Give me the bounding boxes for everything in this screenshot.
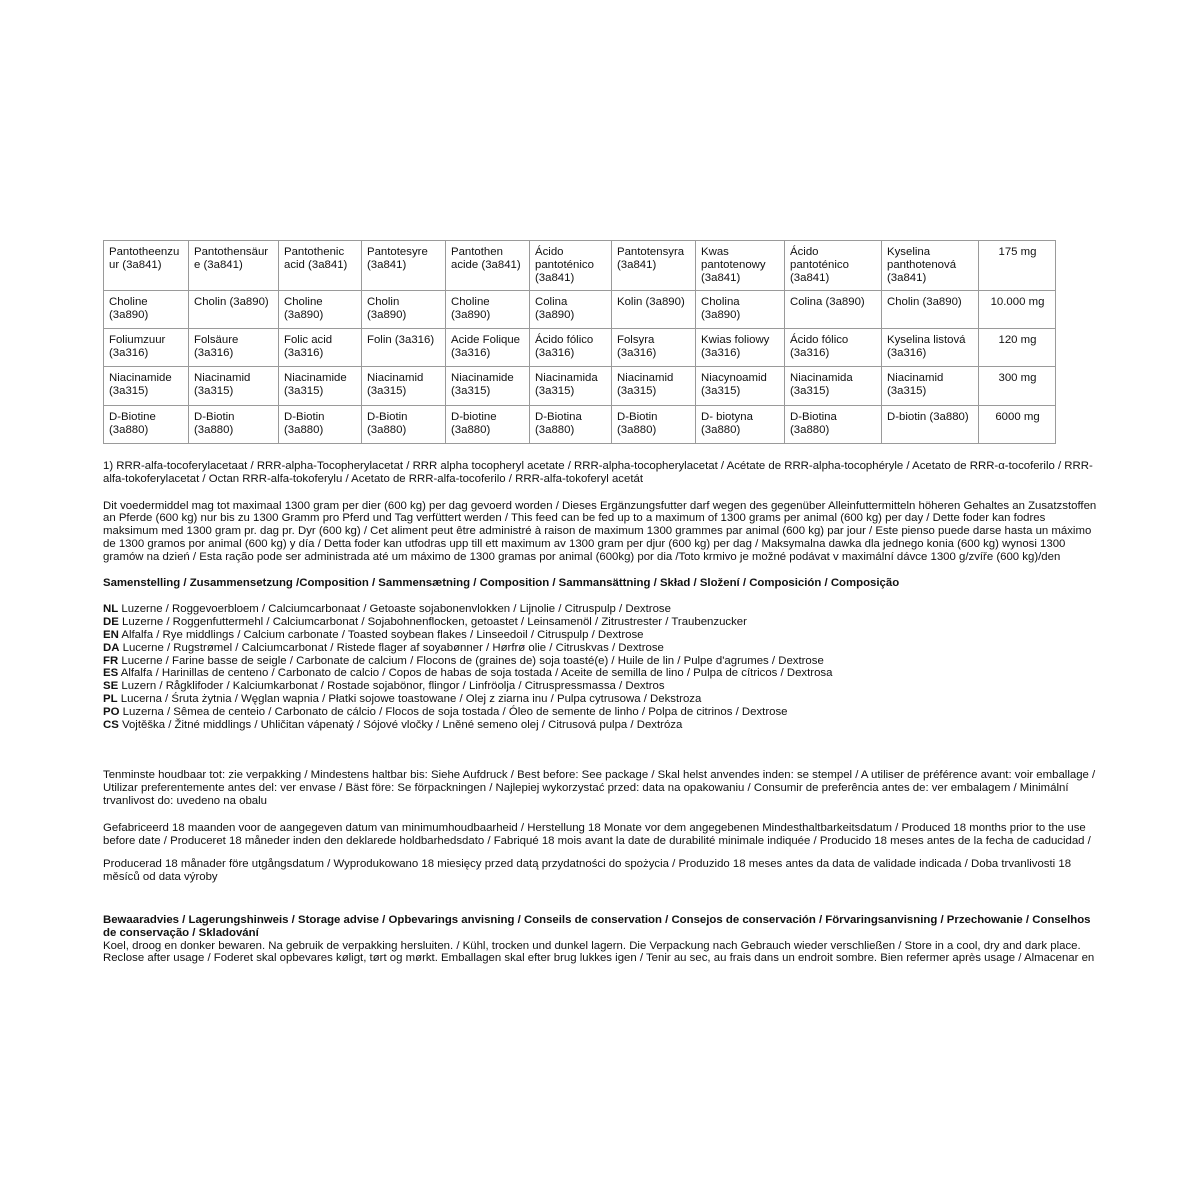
table-cell: Niacynoamid (3a315) bbox=[696, 367, 785, 406]
table-cell: D-Biotina (3a880) bbox=[785, 406, 882, 444]
amount-cell: 6000 mg bbox=[979, 406, 1056, 444]
table-cell: Pantothenic acid (3a841) bbox=[279, 241, 362, 291]
language-code: CS bbox=[103, 718, 119, 731]
language-code: ES bbox=[103, 667, 119, 680]
language-code: NL bbox=[103, 603, 119, 616]
composition-line bbox=[103, 693, 1097, 706]
table-row bbox=[104, 329, 1056, 367]
composition-line bbox=[103, 616, 1097, 629]
table-cell: Choline (3a890) bbox=[279, 291, 362, 329]
table-row bbox=[104, 241, 1056, 291]
storage-text: Koel, droog en donker bewaren. Na gebruik de verpakking hersluiten. / Kühl, trocken und dunkel lagern. Die Verpackung nach Gebrauch wieder verschließen / Store in a cool, dry and dark place. Reclose after usage / Foderet skal opbevares køligt, tørt og mørkt. Emballagen skal efter brug lukkes igen / Tenir au sec, au frais dans un endroit sombre. Bien refermer après usage / Almacenar en bbox=[103, 939, 1095, 965]
table-cell: Cholin (3a890) bbox=[882, 291, 979, 329]
table-cell: D-biotine (3a880) bbox=[446, 406, 530, 444]
language-code: EN bbox=[103, 628, 119, 641]
table-cell: Niacinamide (3a315) bbox=[104, 367, 189, 406]
table-cell: Colina (3a890) bbox=[785, 291, 882, 329]
amount-cell: 300 mg bbox=[979, 367, 1056, 406]
table-cell: Foliumzuur (3a316) bbox=[104, 329, 189, 367]
table-cell: Cholin (3a890) bbox=[362, 291, 446, 329]
nutrient-table bbox=[103, 240, 1056, 444]
table-cell: Acide Folique (3a316) bbox=[446, 329, 530, 367]
label-document bbox=[103, 240, 1097, 965]
production-text-continued: Producerad 18 månader före utgångsdatum / Wyprodukowano 18 miesięcy przed datą przydatności do spożycia / Produzido 18 meses antes da data de validade indicada / Doba trvanlivosti 18 měsíců od data výroby bbox=[103, 858, 1072, 884]
table-cell: Kwias foliowy (3a316) bbox=[696, 329, 785, 367]
table-cell: D-biotin (3a880) bbox=[882, 406, 979, 444]
table-cell: D-Biotin (3a880) bbox=[189, 406, 279, 444]
table-cell: Choline (3a890) bbox=[104, 291, 189, 329]
table-row bbox=[104, 406, 1056, 444]
table-cell: Pantotensyra (3a841) bbox=[612, 241, 696, 291]
composition-text: Luzern / Rågklifoder / Kalciumkarbonat / Rostade sojabönor, flingor / Linfröolja / Citruspressmassa / Dextros bbox=[121, 680, 665, 693]
composition-line bbox=[103, 642, 1097, 655]
table-cell: Pantotesyre (3a841) bbox=[362, 241, 446, 291]
production-text: Gefabriceerd 18 maanden voor de aangegeven datum van minimumhoudbaarheid / Herstellung 18 Monate vor dem angegebenen Mindesthaltbarkeitsdatum / Produced 18 months prior to the use before date / Produceret 18 måneder inden den deklarede holdbarhedsdato / Fabriqué 18 mois avant la date de durabilité minimale indiquée / Producido 18 meses antes de la fecha de caducidad / bbox=[103, 821, 1091, 847]
composition-text: Luzerne / Roggenfuttermehl / Calciumcarbonat / Sojabohnenflocken, getoastet / Leinsamenöl / Zitrustrester / Traubenzucker bbox=[122, 616, 747, 629]
composition-text: Alfalfa / Rye middlings / Calcium carbonate / Toasted soybean flakes / Linseedoil / Citruspulp / Dextrose bbox=[121, 628, 644, 641]
language-code: DE bbox=[103, 616, 119, 629]
composition-text: Lucerne / Rugstrømel / Calciumcarbonat / Ristede flager af soyabønner / Hørfrø olie / Citruskvas / Dextrose bbox=[122, 641, 664, 654]
table-cell: D-Biotin (3a880) bbox=[362, 406, 446, 444]
language-code: PO bbox=[103, 705, 120, 718]
language-code: FR bbox=[103, 654, 119, 667]
table-cell: Folic acid (3a316) bbox=[279, 329, 362, 367]
table-cell: Folsäure (3a316) bbox=[189, 329, 279, 367]
table-cell: Pantotheenzuur (3a841) bbox=[104, 241, 189, 291]
composition-text: Luzerna / Sêmea de centeio / Carbonato de cálcio / Flocos de soja tostada / Óleo de semente de linho / Polpa de citrinos / Dextrose bbox=[122, 705, 788, 718]
table-cell: Niacinamida (3a315) bbox=[530, 367, 612, 406]
composition-text: Lucerna / Śruta żytnia / Węglan wapnia / Płatki sojowe toastowane / Olej z ziarna inu / Pulpa cytrusowa / Dekstroza bbox=[120, 692, 702, 705]
table-cell: Niacinamid (3a315) bbox=[612, 367, 696, 406]
dosage-text: Dit voedermiddel mag tot maximaal 1300 gram per dier (600 kg) per dag gevoerd worden / Dieses Ergänzungsfutter darf wegen des gegenüber Alleinfuttermitteln höheren Gehaltes an Zusatzstoffen an Pferde (600 kg) nur bis zu 1300 Gramm pro Pferd und Tag verfüttert werden / This feed can be fed up to a maximum of 1300 grams per animal (600 kg) per day / Dette foder kan fodres maksimum med 1300 gram pr. dag pr. Dyr (600 kg) / Cet aliment peut être administré à raison de maximum 1300 grammes par animal (600 kg) par jour / Este pienso puede darse hasta un máximo de 1300 gramos por animal (600 kg) y día / Detta foder kan utfodras upp till ett maximum av 1300 gram per djur (600 kg) per dag / Maksymalna dawka dla jednego konia (600 kg) wynosi 1300 gramów na dzień / Esta ração pode ser administrada até um máximo de 1300 gramas por animal (600kg) por dia /Toto krmivo je možné podávat v maximální dávce 1300 g/zvíře (600 kg)/den bbox=[103, 499, 1097, 563]
composition-line bbox=[103, 719, 1097, 732]
table-cell: Cholina (3a890) bbox=[696, 291, 785, 329]
table-cell: Niacinamid (3a315) bbox=[882, 367, 979, 406]
composition-line bbox=[103, 706, 1097, 719]
table-cell: Pantothensäure (3a841) bbox=[189, 241, 279, 291]
composition-text: Vojtěška / Žitné middlings / Uhličitan vápenatý / Sójové vločky / Lněné semeno olej / Citrusová pulpa / Dextróza bbox=[122, 718, 683, 731]
best-before-text: Tenminste houdbaar tot: zie verpakking / Mindestens haltbar bis: Siehe Aufdruck / Best before: See package / Skal helst anvendes inden: se stempel / A utiliser de préférence avant: voir emballage / Utilizar preferentemente antes del: ver envase / Bäst före: Se förpackningen / Najlepiej wykorzystać przed: data na opakowaniu / Consumir de preferência antes de: ver embalagem / Minimální trvanlivost do: uvedeno na obalu bbox=[103, 769, 1096, 807]
table-cell: Kyselina panthotenová (3a841) bbox=[882, 241, 979, 291]
table-cell: Folin (3a316) bbox=[362, 329, 446, 367]
table-cell: Niacinamida (3a315) bbox=[785, 367, 882, 406]
composition-line bbox=[103, 667, 1097, 680]
composition-line bbox=[103, 655, 1097, 668]
table-cell: Choline (3a890) bbox=[446, 291, 530, 329]
language-code: DA bbox=[103, 641, 120, 654]
table-cell: Niacinamide (3a315) bbox=[446, 367, 530, 406]
composition-line bbox=[103, 680, 1097, 693]
composition-text: Alfalfa / Harinillas de centeno / Carbonato de calcio / Copos de habas de soja tostada / Aceite de semilla de lino / Pulpa de cítricos / Dextrosa bbox=[120, 667, 833, 680]
table-row bbox=[104, 291, 1056, 329]
footnote: 1) RRR-alfa-tocoferylacetaat / RRR-alpha-Tocopherylacetat / RRR alpha tocopheryl acetate / RRR-alpha-tocopherylacetat / Acétate de RRR-alpha-tocophéryle / Acetato de RRR-α-tocoferilo / RRR-alfa-tokoferylacetat / Octan RRR-alfa-tokoferylu / Acetato de RRR-alfa-tocoferilo / RRR-alfa-tokoferyl acetát bbox=[103, 460, 1093, 485]
table-cell: Kwas pantotenowy (3a841) bbox=[696, 241, 785, 291]
composition-text: Luzerne / Roggevoerbloem / Calciumcarbonaat / Getoaste sojabonenvlokken / Lijnolie / Citruspulp / Dextrose bbox=[121, 603, 671, 616]
composition-list bbox=[103, 603, 1097, 731]
storage-heading: Bewaaradvies / Lagerungshinweis / Storage advise / Opbevarings anvisning / Conseils de conservation / Consejos de conservación / Förvaringsanvisning / Przechowanie / Conselhos de conservação / Skladování bbox=[103, 913, 1091, 939]
composition-line bbox=[103, 603, 1097, 616]
table-cell: D-Biotin (3a880) bbox=[279, 406, 362, 444]
table-cell: D-Biotin (3a880) bbox=[612, 406, 696, 444]
table-cell: D- biotyna (3a880) bbox=[696, 406, 785, 444]
table-cell: Ácido fólico (3a316) bbox=[530, 329, 612, 367]
language-code: PL bbox=[103, 692, 118, 705]
table-cell: Pantothen acide (3a841) bbox=[446, 241, 530, 291]
table-cell: Niacinamide (3a315) bbox=[279, 367, 362, 406]
composition-heading: Samenstelling / Zusammensetzung /Composition / Sammensætning / Composition / Sammansättning / Skład / Složení / Composición / Composição bbox=[103, 576, 900, 589]
table-cell: Ácido pantoténico (3a841) bbox=[785, 241, 882, 291]
table-cell: Cholin (3a890) bbox=[189, 291, 279, 329]
table-cell: Ácido pantoténico (3a841) bbox=[530, 241, 612, 291]
table-cell: Kyselina listová (3a316) bbox=[882, 329, 979, 367]
table-cell: Colina (3a890) bbox=[530, 291, 612, 329]
composition-text: Lucerne / Farine basse de seigle / Carbonate de calcium / Flocons de (graines de) soja toasté(e) / Huile de lin / Pulpe d'agrumes / Dextrose bbox=[121, 654, 824, 667]
table-row bbox=[104, 367, 1056, 406]
table-cell: D-Biotina (3a880) bbox=[530, 406, 612, 444]
composition-line bbox=[103, 629, 1097, 642]
amount-cell: 10.000 mg bbox=[979, 291, 1056, 329]
language-code: SE bbox=[103, 680, 119, 693]
table-cell: Folsyra (3a316) bbox=[612, 329, 696, 367]
amount-cell: 120 mg bbox=[979, 329, 1056, 367]
table-cell: Niacinamid (3a315) bbox=[189, 367, 279, 406]
table-cell: Kolin (3a890) bbox=[612, 291, 696, 329]
table-cell: D-Biotine (3a880) bbox=[104, 406, 189, 444]
table-cell: Niacinamid (3a315) bbox=[362, 367, 446, 406]
table-cell: Ácido fólico (3a316) bbox=[785, 329, 882, 367]
amount-cell: 175 mg bbox=[979, 241, 1056, 291]
